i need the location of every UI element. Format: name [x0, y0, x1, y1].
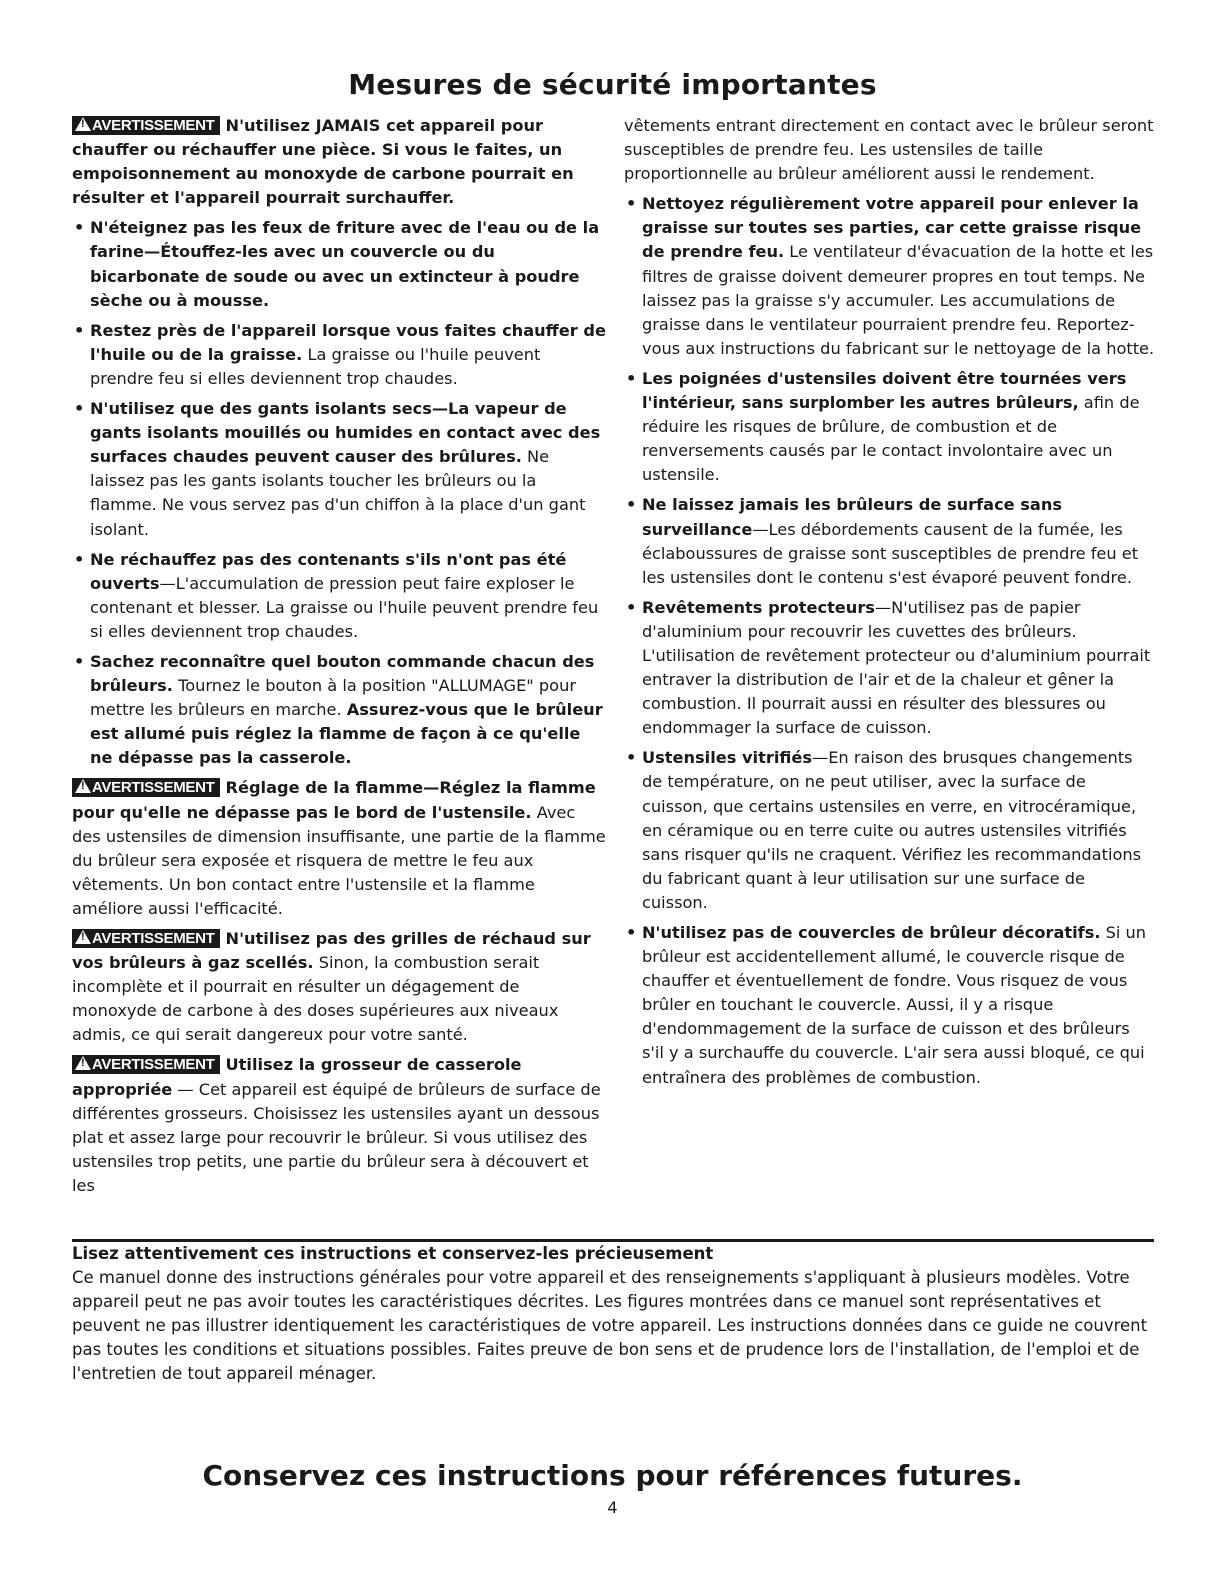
page-number: 4: [607, 1498, 618, 1517]
warning-paragraph-1: [72, 114, 606, 210]
footer-title: Conservez ces instructions pour références futures.: [202, 1459, 1023, 1492]
warning-badge: !AVERTISSEMENT: [72, 929, 220, 948]
notice-heading: Lisez attentivement ces instructions et conservez-les précieusement: [72, 1244, 714, 1263]
continuation-paragraph: vêtements entrant directement en contact avec le brûleur seront susceptibles de prendre feu. Les ustensiles de taille proportionnelle au brûleur améliorent aussi le rendement.: [624, 116, 1154, 184]
list-item: • Nettoyez régulièrement votre appareil pour enlever la graisse sur toutes ses parties, car cette graisse risque de prendre feu. Le ventilateur d'évacuation de la hotte et les filtres de graisse doivent demeurer propres en tout temps. Ne laissez pas la graisse s'y accumuler. Les accumulations de graisse dans le ventilateur pourraient prendre feu. Reportez-vous aux instructions du fabricant sur le nettoyage de la hotte.: [624, 192, 1155, 361]
warning-text: N'utilisez JAMAIS cet appareil pour chauffer ou réchauffer une pièce. Si vous le faites, un empoisonnement au monoxyde de carbone pourrait en résulter et l'appareil pourrait surchauffer.: [72, 116, 574, 208]
notice-section: [72, 1242, 1154, 1386]
notice-body: Ce manuel donne des instructions générales pour votre appareil et des renseignements s'appliquant à plusieurs modèles. Votre appareil peut ne pas avoir toutes les caractéristiques décrites. Les figures montrées dans ce manuel sont représentatives et peuvent ne pas illustrer identiquement les caractéristiques de votre appareil. Les instructions données dans ce guide ne couvrent pas toutes les conditions et situations possibles. Faites preuve de bon sens et de prudence lors de l'installation, de l'emploi et de l'entretien de tout appareil ménager.: [72, 1268, 1148, 1383]
page-title: Mesures de sécurité importantes: [348, 68, 877, 101]
warning-triangle-icon: [75, 117, 91, 131]
warning-paragraph-4: !AVERTISSEMENT Utilisez la grosseur de casserole appropriée — Cet appareil est équipé de brûleurs de surface de différentes grosseurs. Choisissez les ustensiles ayant un dessous plat et assez large pour recouvrir le brûleur. Si vous utilisez des ustensiles trop petits, une partie du brûleur sera à découvert et les: [72, 1053, 606, 1198]
warning-triangle-icon: [75, 1056, 91, 1070]
left-column: [72, 114, 606, 1204]
list-item: • N'utilisez pas de couvercles de brûleur décoratifs. Si un brûleur est accidentellement allumé, le couvercle risque de chauffer et éventuellement de fondre. Vous risquez de vous brûler en touchant le couvercle. Aussi, il y a risque d'endommagement de la surface de cuisson et des brûleurs s'il y a surchauffe du couvercle. L'air sera aussi bloqué, ce qui entraînera des problèmes de combustion.: [624, 921, 1155, 1090]
warning-badge: !AVERTISSEMENT: [72, 778, 220, 797]
list-item: • Ustensiles vitrifiés—En raison des brusques changements de température, on ne peut utiliser, avec la surface de cuisson, que certains ustensiles en verre, en vitrocéramique, en céramique ou en terre cuite ou autres ustensiles vitrifiés sans risquer qu'ils ne craquent. Vérifiez les recommandations du fabricant quant à leur utilisation sur une surface de cuisson.: [624, 746, 1155, 915]
list-item: • N'utilisez que des gants isolants secs—La vapeur de gants isolants mouillés ou humides en contact avec des surfaces chaudes peuvent causer des brûlures. Ne laissez pas les gants isolants toucher les brûleurs ou la flamme. Ne vous servez pas d'un chiffon à la place d'un gant isolant.: [72, 397, 606, 542]
list-item: • Les poignées d'ustensiles doivent être tournées vers l'intérieur, sans surplomber les autres brûleurs, afin de réduire les risques de brûlure, de combustion et de renversements causés par le contact involontaire avec un ustensile.: [624, 367, 1155, 487]
warning-badge: !AVERTISSEMENT: [72, 116, 220, 135]
list-item: • Ne réchauffez pas des contenants s'ils n'ont pas été ouverts—L'accumulation de pression peut faire exploser le contenant et blesser. La graisse ou l'huile peuvent prendre feu si elles deviennent trop chaudes.: [72, 548, 606, 644]
list-item: • Revêtements protecteurs—N'utilisez pas de papier d'aluminium pour recouvrir les cuvettes des brûleurs. L'utilisation de revêtement protecteur ou d'aluminium pourrait entraver la distribution de l'air et de la chaleur et gêner la combustion. Il pourrait aussi en résulter des blessures ou endommager la surface de cuisson.: [624, 596, 1155, 741]
warning-triangle-icon: [75, 779, 91, 793]
list-item: • Restez près de l'appareil lorsque vous faites chauffer de l'huile ou de la graisse. La graisse ou l'huile peuvent prendre feu si elles deviennent trop chaudes.: [72, 319, 606, 391]
warning-paragraph-3: !AVERTISSEMENT N'utilisez pas des grilles de réchaud sur vos brûleurs à gaz scellés. Sinon, la combustion serait incomplète et il pourrait en résulter un dégagement de monoxyde de carbone à des doses supérieures aux niveaux admis, ce qui serait dangereux pour votre santé.: [72, 927, 606, 1047]
safety-list-right: [624, 192, 1155, 1089]
warning-badge: !AVERTISSEMENT: [72, 1055, 220, 1074]
warning-paragraph-2: !AVERTISSEMENT Réglage de la flamme—Réglez la flamme pour qu'elle ne dépasse pas le bord de l'ustensile. Avec des ustensiles de dimension insuffisante, une partie de la flamme du brûleur sera exposée et risquera de mettre le feu aux vêtements. Un bon contact entre l'ustensile et la flamme améliore aussi l'efficacité.: [72, 776, 606, 921]
safety-list-left: [72, 216, 606, 770]
list-item: • Ne laissez jamais les brûleurs de surface sans surveillance—Les débordements causent de la fumée, les éclaboussures de graisse sont susceptibles de prendre feu et les ustensiles dont le contenu s'est évaporé peuvent fondre.: [624, 493, 1155, 589]
list-item: • Sachez reconnaître quel bouton commande chacun des brûleurs. Tournez le bouton à la position "ALLUMAGE" pour mettre les brûleurs en marche. Assurez-vous que le brûleur est allumé puis réglez la flamme de façon à ce qu'elle ne dépasse pas la casserole.: [72, 650, 606, 770]
list-item: • N'éteignez pas les feux de friture avec de l'eau ou de la farine—Étouffez-les avec un couvercle ou du bicarbonate de soude ou avec un extincteur à poudre sèche ou à mousse.: [72, 216, 606, 312]
warning-triangle-icon: [75, 930, 91, 944]
right-column: [624, 114, 1155, 1096]
